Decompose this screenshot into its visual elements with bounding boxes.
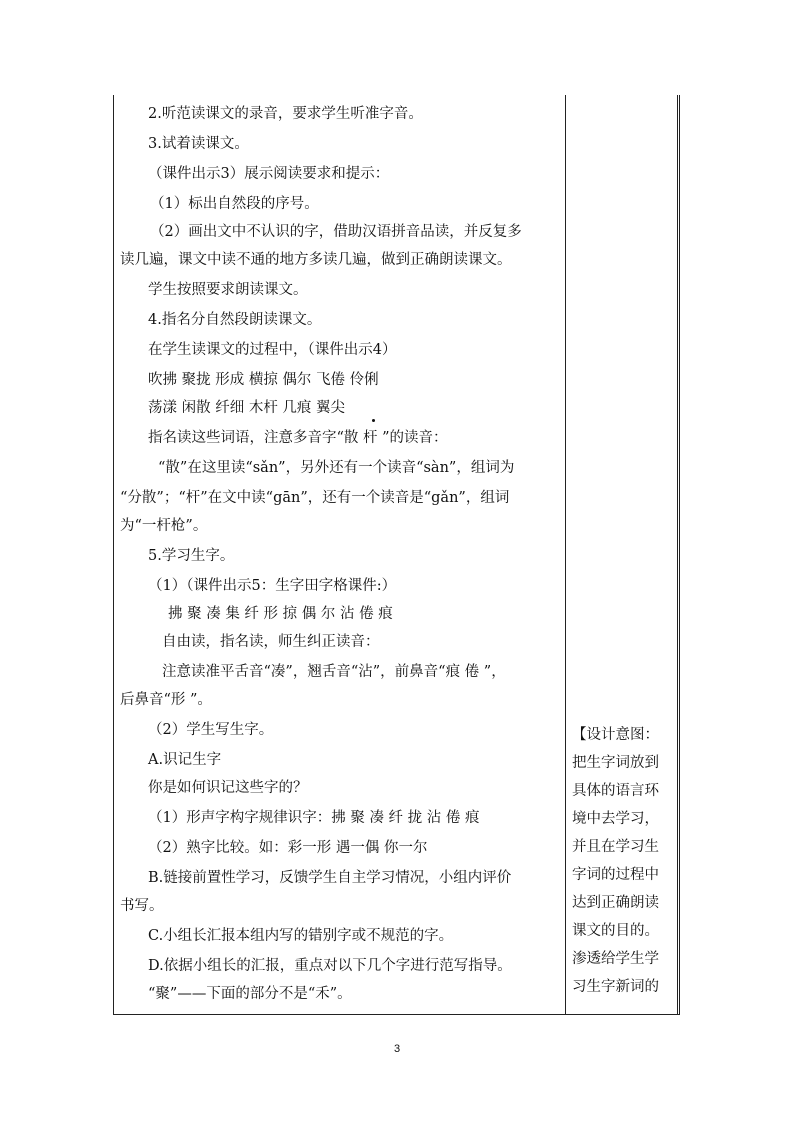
text-line: B.链接前置性学习，反馈学生自主学习情况，小组内评价 xyxy=(148,870,512,886)
text-line: 读几遍，课文中读不通的地方多读几遍，做到正确朗读课文。 xyxy=(120,252,512,268)
text-line: A.识记生字 xyxy=(148,752,222,768)
table-right-border-inner xyxy=(677,95,678,1015)
text-line: “分散”；“杆”在文中读“gān”，还有一个读音是“gǎn”，组词 xyxy=(120,490,510,506)
text-line: （1）标出自然段的序号。 xyxy=(150,196,319,212)
text-line: 后鼻音“形 ”。 xyxy=(120,692,212,708)
text-line: （1）（课件出示5：生字田字格课件:） xyxy=(148,578,397,594)
side-text-line: 并且在学习生 xyxy=(572,839,659,855)
side-text-line: 习生字新词的 xyxy=(572,979,659,995)
text-line: （2）画出文中不认识的字，借助汉语拼音品读，并反复多 xyxy=(150,224,522,240)
text-line: 书写。 xyxy=(120,898,164,914)
text-line: （2）学生写生字。 xyxy=(148,722,274,738)
text-line: 指名读这些词语，注意多音字“散 杆 ”的读音： xyxy=(148,430,448,446)
side-text-line: 达到正确朗读 xyxy=(572,895,659,911)
text-line: 2.听范读课文的录音，要求学生听准字音。 xyxy=(148,106,423,122)
side-text-line: 课文的目的。 xyxy=(572,923,659,939)
text-line: “聚”——下面的部分不是“禾”。 xyxy=(148,986,352,1002)
side-text-line: 字词的过程中 xyxy=(572,867,659,883)
text-line: 注意读准平舌音“凑”，翘舌音“沾”，前鼻音“痕 倦 ”， xyxy=(162,664,506,680)
new-characters-line: 拂 聚 凑 集 纤 形 掠 偶 尔 沾 倦 痕 xyxy=(168,606,393,622)
text-line: 为“一杆枪”。 xyxy=(120,518,208,534)
table-divider xyxy=(565,95,566,1015)
text-line: C.小组长汇报本组内写的错别字或不规范的字。 xyxy=(148,928,454,944)
text-line: 5.学习生字。 xyxy=(148,548,235,564)
text-line: 自由读，指名读，师生纠正读音： xyxy=(162,634,380,650)
table-bottom-border xyxy=(113,1014,680,1015)
side-text-line: 渗透给学生学 xyxy=(572,951,659,967)
table-right-border xyxy=(679,95,680,1015)
text-line: （1）形声字构字规律识字：拂 聚 凑 纤 拢 沾 倦 痕 xyxy=(148,810,480,826)
vocab-line-1: 吹拂 聚拢 形成 横掠 偶尔 飞倦 伶俐 xyxy=(148,372,379,388)
text-line: 4.指名分自然段朗读课文。 xyxy=(148,312,322,328)
vocab-line-2: 荡漾 闲散 纤细 木杆 几痕 翼尖 xyxy=(148,400,346,416)
side-text-line: 境中去学习， xyxy=(572,811,659,827)
side-text-line: 【设计意图： xyxy=(572,727,659,743)
table-left-border xyxy=(113,95,114,1015)
text-line: （2）熟字比较。如：彩一形 遇一偶 你一尔 xyxy=(148,840,428,856)
page-number: 3 xyxy=(393,1043,401,1055)
side-text-line: 具体的语言环 xyxy=(572,783,659,799)
text-line: 学生按照要求朗读课文。 xyxy=(148,282,308,298)
text-line: 在学生读课文的过程中，（课件出示4） xyxy=(148,342,397,358)
emphasis-dot xyxy=(372,419,375,422)
text-line: “散”在这里读“sǎn”，另外还有一个读音“sàn”，组词为 xyxy=(158,460,515,476)
text-line: （课件出示3）展示阅读要求和提示： xyxy=(148,166,390,182)
text-line: 你是如何识记这些字的？ xyxy=(148,780,308,796)
text-line: D.依据小组长的汇报，重点对以下几个字进行范写指导。 xyxy=(148,958,512,974)
side-text-line: 把生字词放到 xyxy=(572,755,659,771)
text-line: 3.试着读课文。 xyxy=(148,136,249,152)
